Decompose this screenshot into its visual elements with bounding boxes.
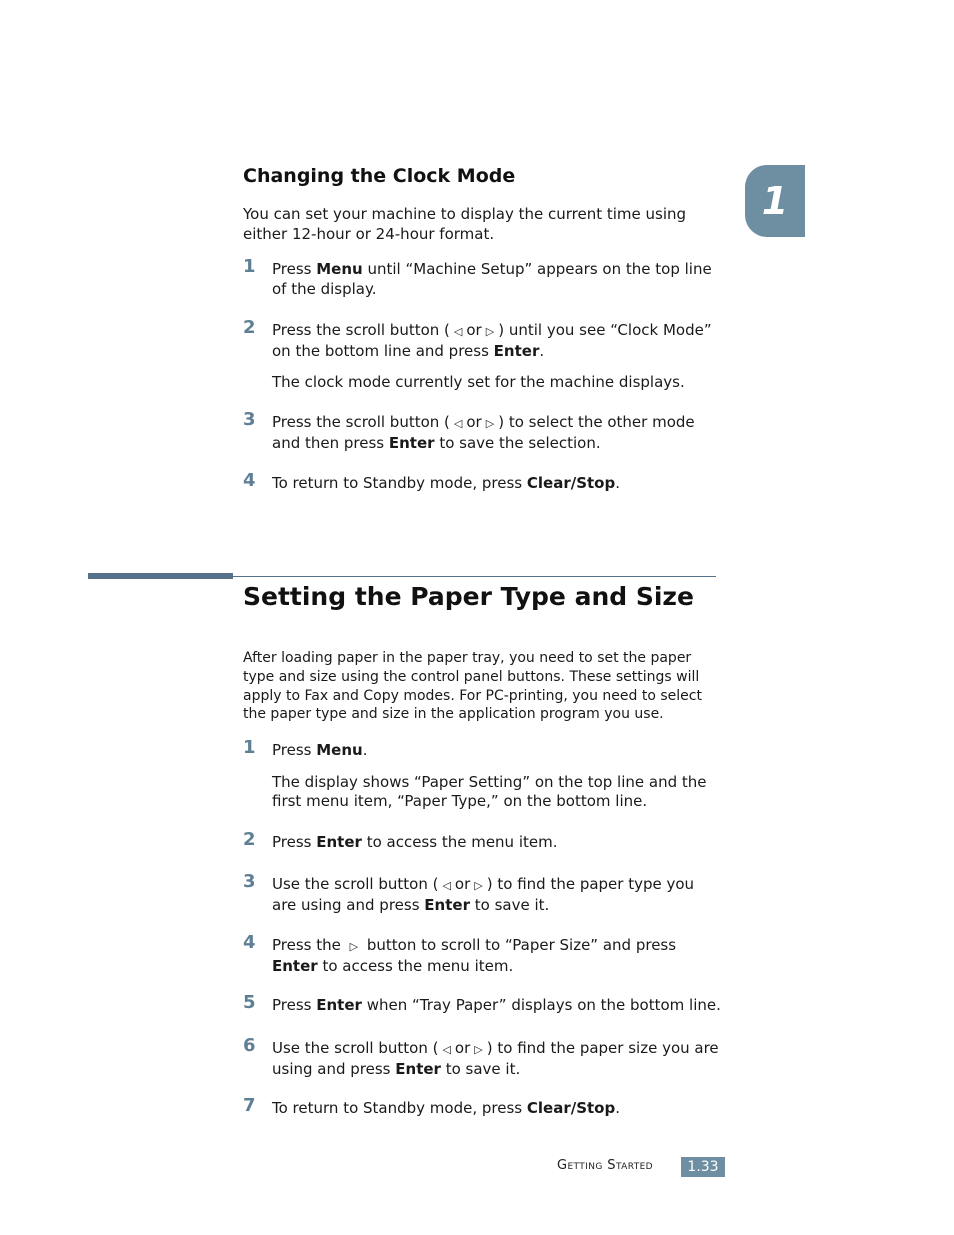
right-arrow-icon: ▷ (485, 325, 495, 338)
step-number: 4 (243, 932, 256, 953)
paper-step-3: 3 Use the scroll button ( ◁ or ▷ ) to find the paper type you are using and press Enter to save it. (243, 871, 695, 914)
clock-step-4: 4 To return to Standby mode, press Clear/Stop. (243, 470, 620, 492)
section-heading-paper-type: Setting the Paper Type and Size (243, 582, 694, 611)
step-note: The clock mode currently set for the machine displays. (272, 373, 685, 391)
section-heading-clock-mode: Changing the Clock Mode (243, 165, 516, 187)
paper-step-2: 2 Press Enter to access the menu item. (243, 829, 558, 851)
step-number: 3 (243, 871, 256, 892)
paper-step-5: 5 Press Enter when “Tray Paper” displays on the bottom line. (243, 992, 721, 1014)
step-number: 5 (243, 992, 256, 1013)
paper-step-1: 1 Press Menu. The display shows “Paper Setting” on the top line and the first menu item, “Paper Type,” on the bottom line. (243, 741, 723, 812)
step-number: 3 (243, 409, 256, 430)
footer-section-name: Getting Started (557, 1158, 654, 1173)
left-arrow-icon: ◁ (453, 417, 463, 430)
step-number: 2 (243, 829, 256, 850)
right-arrow-icon: ▷ (474, 1043, 483, 1056)
section-divider-thin (233, 576, 716, 577)
right-arrow-icon: ▷ (485, 417, 495, 430)
clock-step-1: 1 Press Menu until “Machine Setup” appears on the top line of the display. (243, 256, 712, 298)
paper-step-7: 7 To return to Standby mode, press Clear/Stop. (243, 1095, 620, 1117)
chapter-number: 1 (761, 179, 789, 223)
left-arrow-icon: ◁ (442, 879, 451, 892)
clock-mode-intro: You can set your machine to display the current time using either 12-hour or 24-hour format. (243, 205, 687, 243)
step-number: 1 (243, 737, 256, 758)
step-number: 7 (243, 1095, 256, 1116)
step-number: 2 (243, 317, 256, 338)
chapter-tab (745, 165, 805, 237)
right-arrow-icon: ▷ (349, 940, 359, 953)
step-number: 1 (243, 256, 256, 277)
paper-type-intro: After loading paper in the paper tray, you need to set the paper type and size using the control panel buttons. These settings will apply to Fax and Copy modes. For PC-printing, you need to select the paper type and size in the application program you use. (243, 650, 702, 723)
step-number: 6 (243, 1035, 256, 1056)
section-divider-thick (88, 573, 233, 579)
right-arrow-icon: ▷ (474, 879, 483, 892)
clock-step-3: 3 Press the scroll button ( ◁ or ▷ ) to select the other mode and then press Enter to save the selection. (243, 409, 695, 452)
page-number: 1.33 (681, 1157, 725, 1177)
step-note: The display shows “Paper Setting” on the top line and the first menu item, “Paper Type,” on the bottom line. (272, 772, 707, 810)
left-arrow-icon: ◁ (453, 325, 463, 338)
paper-step-4: 4 Press the ▷ button to scroll to “Paper Size” and press Enter to access the menu item. (243, 932, 677, 975)
left-arrow-icon: ◁ (442, 1043, 451, 1056)
step-number: 4 (243, 470, 256, 491)
clock-step-2: 2 Press the scroll button ( ◁ or ▷ ) until you see “Clock Mode” on the bottom line and press Enter. The clock mode currently set for the machine displays. (243, 321, 723, 393)
paper-step-6: 6 Use the scroll button ( ◁ or ▷ ) to find the paper size you are using and press Enter to save it. (243, 1035, 719, 1078)
